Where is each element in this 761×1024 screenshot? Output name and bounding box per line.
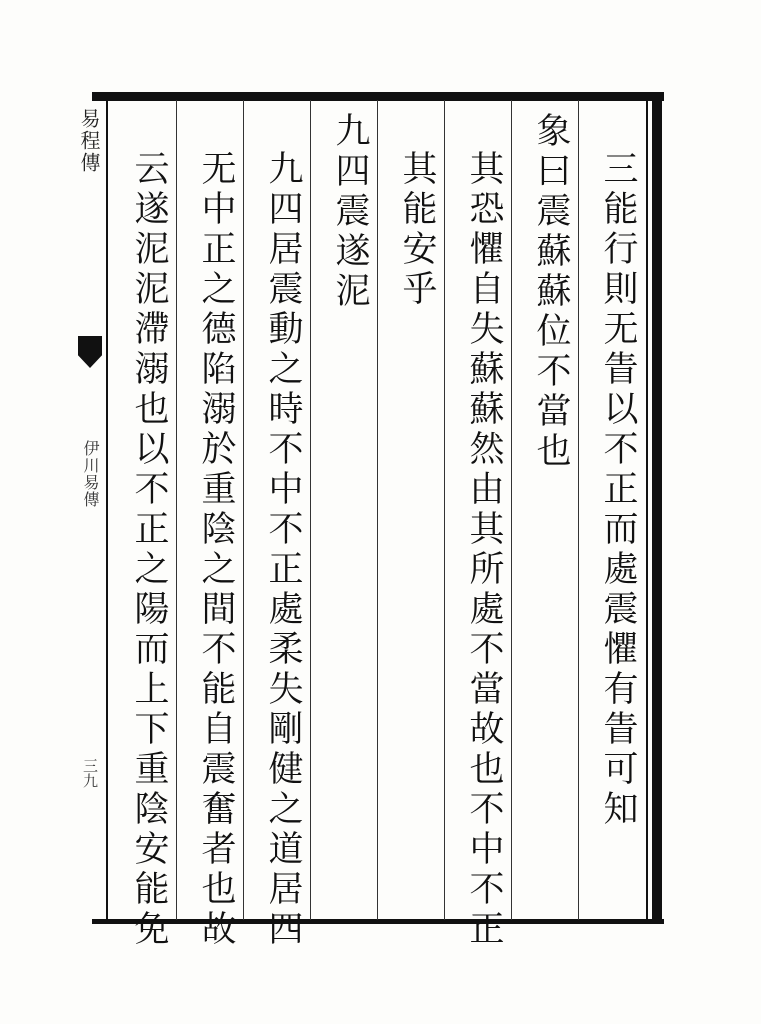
text-column-2: 象曰震蘇蘇位不當也 — [531, 112, 571, 472]
column-rule — [310, 100, 311, 920]
frame-right-border — [652, 92, 662, 924]
margin-book-mark: 易程傳 — [77, 108, 101, 174]
column-rule — [243, 100, 244, 920]
text-column-7: 无中正之德陷溺於重陰之間不能自震奮者也故 — [196, 150, 236, 950]
column-rule — [176, 100, 177, 920]
margin-title: 伊川易傳 — [81, 440, 100, 508]
text-column-5: 九四震遂泥 — [330, 112, 370, 312]
text-column-8: 云遂泥泥滯溺也以不正之陽而上下重陰安能免 — [129, 150, 169, 950]
column-rule — [578, 100, 579, 920]
margin-page-number: 三九 — [81, 758, 99, 788]
text-column-4: 其能安乎 — [397, 150, 437, 310]
column-rule — [377, 100, 378, 920]
column-rule — [444, 100, 445, 920]
column-rule — [511, 100, 512, 920]
text-column-3: 其恐懼自失蘇蘇然由其所處不當故也不中不正 — [464, 150, 504, 950]
text-column-6: 九四居震動之時不中不正處柔失剛健之道居四 — [263, 150, 303, 950]
text-column-1: 三能行則无眚以不正而處震懼有眚可知 — [598, 150, 638, 830]
frame-right-inner-border — [646, 100, 648, 920]
